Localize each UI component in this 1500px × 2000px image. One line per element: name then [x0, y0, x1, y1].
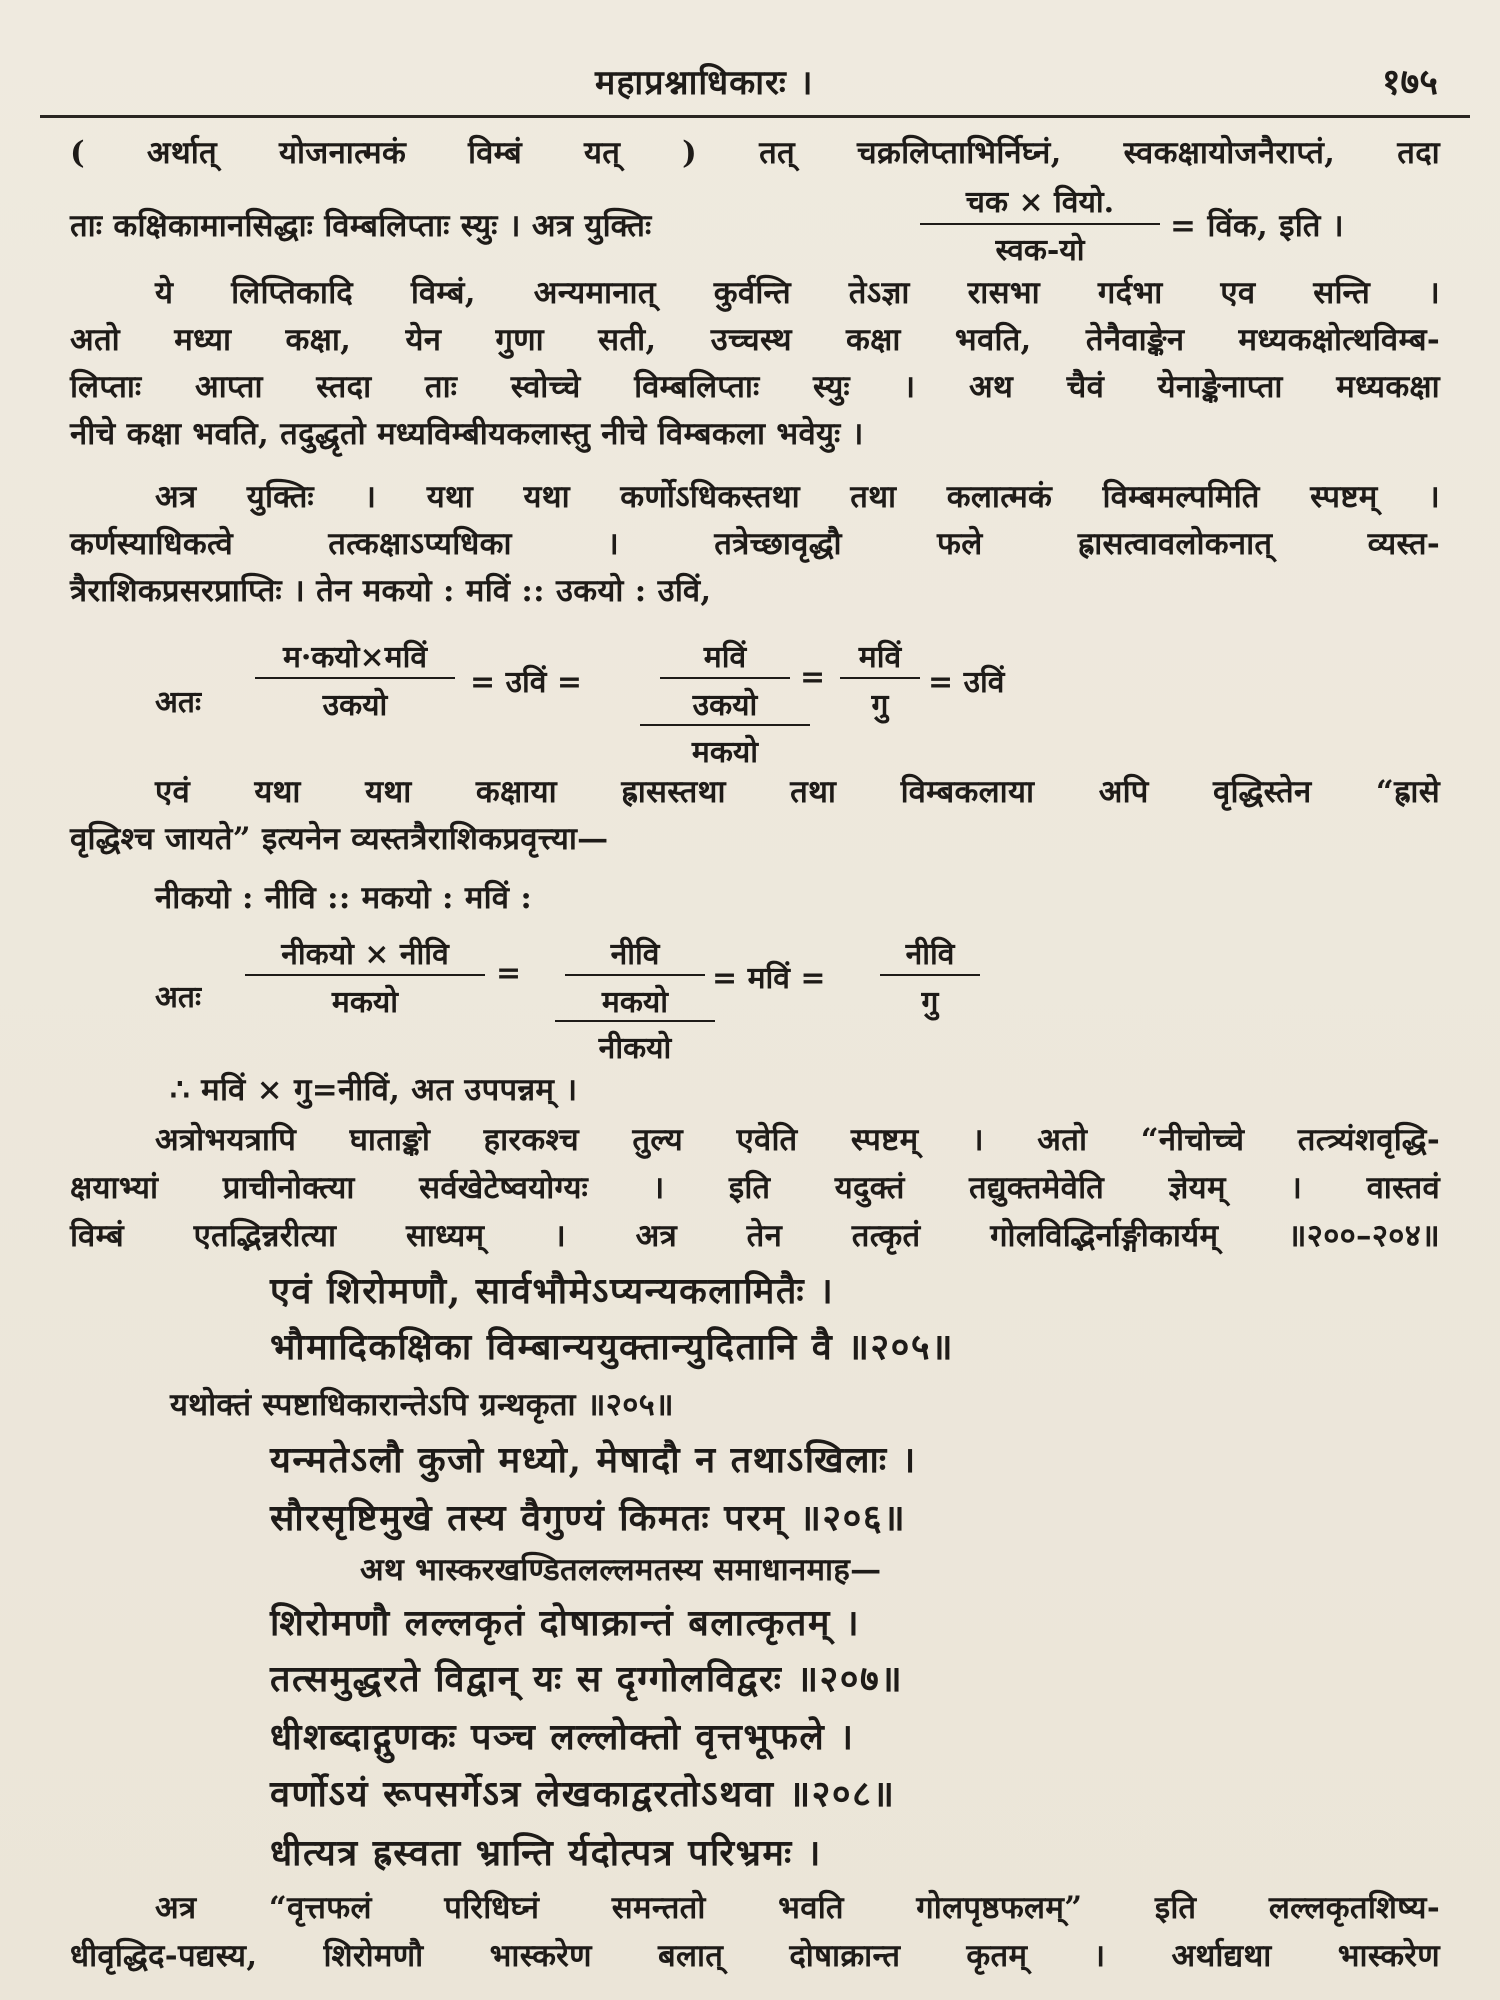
- fraction-denominator: उकयो: [692, 688, 758, 723]
- fraction-numerator: मविं: [703, 640, 747, 675]
- equation-operator: =: [496, 956, 522, 991]
- verse-line: शिरोमणौ लल्लकृतं दोषाक्रान्तं बलात्कृतम् ।: [270, 1602, 861, 1644]
- running-header: [0, 52, 1500, 102]
- fraction-denominator: गु: [871, 688, 889, 723]
- equation-operator: =: [800, 660, 826, 695]
- text-line: ताः कक्षिकामानसिद्धाः विम्बलिप्ताः स्युः । अत्र युक्तिः: [70, 208, 652, 244]
- fraction-denominator: मकयो: [691, 735, 759, 770]
- equation-lead: अतः: [155, 685, 202, 720]
- fraction-denominator: गु: [921, 985, 939, 1020]
- text-line: अत्र युक्तिः । यथा यथा कर्णोऽधिकस्तथा तथा कलात्मकं विम्बमल्पमिति स्पष्टम् ।: [155, 479, 1440, 515]
- fraction-bar: [245, 974, 485, 976]
- equation-operator: = उविं =: [470, 665, 583, 700]
- fraction-numerator: चक × वियो.: [965, 185, 1115, 220]
- text-line: नीकयो : नीवि :: मकयो : मविं :: [155, 880, 533, 916]
- fraction-denominator: स्वक-यो: [995, 233, 1085, 268]
- equation-operator: = उविं: [928, 665, 1005, 700]
- fraction-denominator: मकयो: [331, 985, 399, 1020]
- text-line: त्रैराशिकप्रसरप्राप्तिः । तेन मकयो : मविं :: उकयो : उविं,: [70, 573, 712, 609]
- text-line: ये लिप्तिकादि विम्बं, अन्यमानात् कुर्वन्ति तेऽज्ञा रासभा गर्दभा एव सन्ति ।: [155, 275, 1440, 311]
- verse-line: यन्मतेऽलौ कुजो मध्यो, मेषादौ न तथाऽखिलाः ।: [270, 1439, 917, 1481]
- text-line: अत्र “वृत्तफलं परिधिघ्नं समन्ततो भवति गोलपृष्ठफलम्” इति लल्लकृतशिष्य-: [155, 1890, 1440, 1926]
- fraction-denominator: मकयो: [601, 985, 669, 1020]
- text-line: ∴ मविं × गु=नीविं, अत उपपन्नम् ।: [170, 1072, 578, 1108]
- verse-line: धीशब्दाद्गुणकः पञ्च लल्लोक्तो वृत्तभूफले ।: [270, 1716, 855, 1758]
- verse-line: एवं शिरोमणौ, सार्वभौमेऽप्यन्यकलामितैः ।: [270, 1270, 835, 1312]
- fraction-numerator: म·कयो×मविं: [282, 640, 428, 675]
- page-number: १७५: [1381, 61, 1438, 103]
- verse-line: सौरसृष्टिमुखे तस्य वैगुण्यं किमतः परम् ॥२०६॥: [270, 1497, 907, 1539]
- fraction-bar: [640, 724, 810, 726]
- fraction-bar: [660, 677, 790, 679]
- equation-lead: अतः: [155, 980, 202, 1015]
- text-line: अथ भास्करखण्डितलल्लमतस्य समाधानमाह—: [360, 1552, 882, 1588]
- text-line: = विंक, इति ।: [1170, 208, 1344, 244]
- fraction-bar: [880, 974, 980, 976]
- fraction-bar: [255, 677, 455, 679]
- text-line: वृद्धिश्च जायते” इत्यनेन व्यस्तत्रैराशिकप्रवृत्त्या—: [70, 821, 609, 857]
- verse-line: धीत्यत्र ह्रस्वता भ्रान्ति र्यदोत्पत्र परिभ्रमः ।: [270, 1832, 822, 1874]
- text-line: विम्बं एतद्भिन्नरीत्या साध्यम् । अत्र तेन तत्कृतं गोलविद्भिर्नाङ्गीकार्यम् ॥२००–२०४॥: [70, 1218, 1440, 1254]
- equation-operator: = मविं =: [712, 961, 826, 996]
- fraction-numerator: मविं: [858, 640, 902, 675]
- fraction-numerator: नीवि: [905, 937, 955, 972]
- fraction-bar: [555, 1020, 715, 1022]
- text-line: धीवृद्धिद-पद्यस्य, शिरोमणौ भास्करेण बलात् दोषाक्रान्त कृतम् । अर्थाद्यथा भास्करेण: [70, 1938, 1440, 1974]
- fraction-denominator: नीकयो: [598, 1031, 672, 1066]
- verse-line: वर्णोऽयं रूपसर्गेऽत्र लेखकाद्वरतोऽथवा ॥२०८॥: [270, 1773, 896, 1815]
- chapter-title: महाप्रश्नाधिकारः ।: [595, 63, 814, 103]
- fraction-bar: [840, 677, 920, 679]
- fraction-numerator: नीवि: [610, 937, 660, 972]
- header-rule: [40, 115, 1470, 118]
- text-line: यथोक्तं स्पष्टाधिकारान्तेऽपि ग्रन्थकृता ॥२०५॥: [170, 1387, 674, 1423]
- text-line: एवं यथा यथा कक्षाया ह्रासस्तथा तथा विम्बकलाया अपि वृद्धिस्तेन “ह्रासे: [155, 774, 1440, 810]
- fraction-bar: [920, 223, 1160, 225]
- verse-line: भौमादिकक्षिका विम्बान्ययुक्तान्युदितानि वै ॥२०५॥: [270, 1326, 955, 1368]
- text-line: लिप्ताः आप्ता स्तदा ताः स्वोच्चे विम्बलिप्ताः स्युः । अथ चैवं येनाङ्केनाप्ता मध्यकक्षा: [70, 369, 1440, 405]
- verse-line: तत्समुद्धरते विद्वान् यः स दृग्गोलविद्वरः ॥२०७॥: [270, 1658, 904, 1700]
- fraction-numerator: नीकयो × नीवि: [281, 937, 449, 972]
- fraction-denominator: उकयो: [322, 688, 388, 723]
- text-line: ( अर्थात् योजनात्मकं विम्बं यत् ) तत् चक्रलिप्ताभिर्निघ्नं, स्वकक्षायोजनैराप्तं, तदा: [70, 135, 1440, 171]
- fraction-bar: [565, 974, 705, 976]
- text-line: अतो मध्या कक्षा, येन गुणा सती, उच्चस्थ कक्षा भवति, तेनैवाङ्केन मध्यकक्षोत्थविम्ब-: [70, 322, 1440, 358]
- text-line: नीचे कक्षा भवति, तदुद्धृतो मध्यविम्बीयकलास्तु नीचे विम्बकला भवेयुः ।: [70, 416, 864, 452]
- text-line: कर्णस्याधिकत्वे तत्कक्षाऽप्यधिका । तत्रेच्छावृद्धौ फले ह्रासत्वावलोकनात् व्यस्त-: [70, 526, 1440, 562]
- text-line: क्षयाभ्यां प्राचीनोक्त्या सर्वखेटेष्वयोग्यः । इति यदुक्तं तद्युक्तमेवेति ज्ञेयम् । वास्तवं: [70, 1170, 1440, 1206]
- text-line: अत्रोभयत्रापि घाताङ्को हारकश्च तुल्य एवेति स्पष्टम् । अतो “नीचोच्चे तत्त्र्यंशवृद्धि-: [155, 1122, 1440, 1158]
